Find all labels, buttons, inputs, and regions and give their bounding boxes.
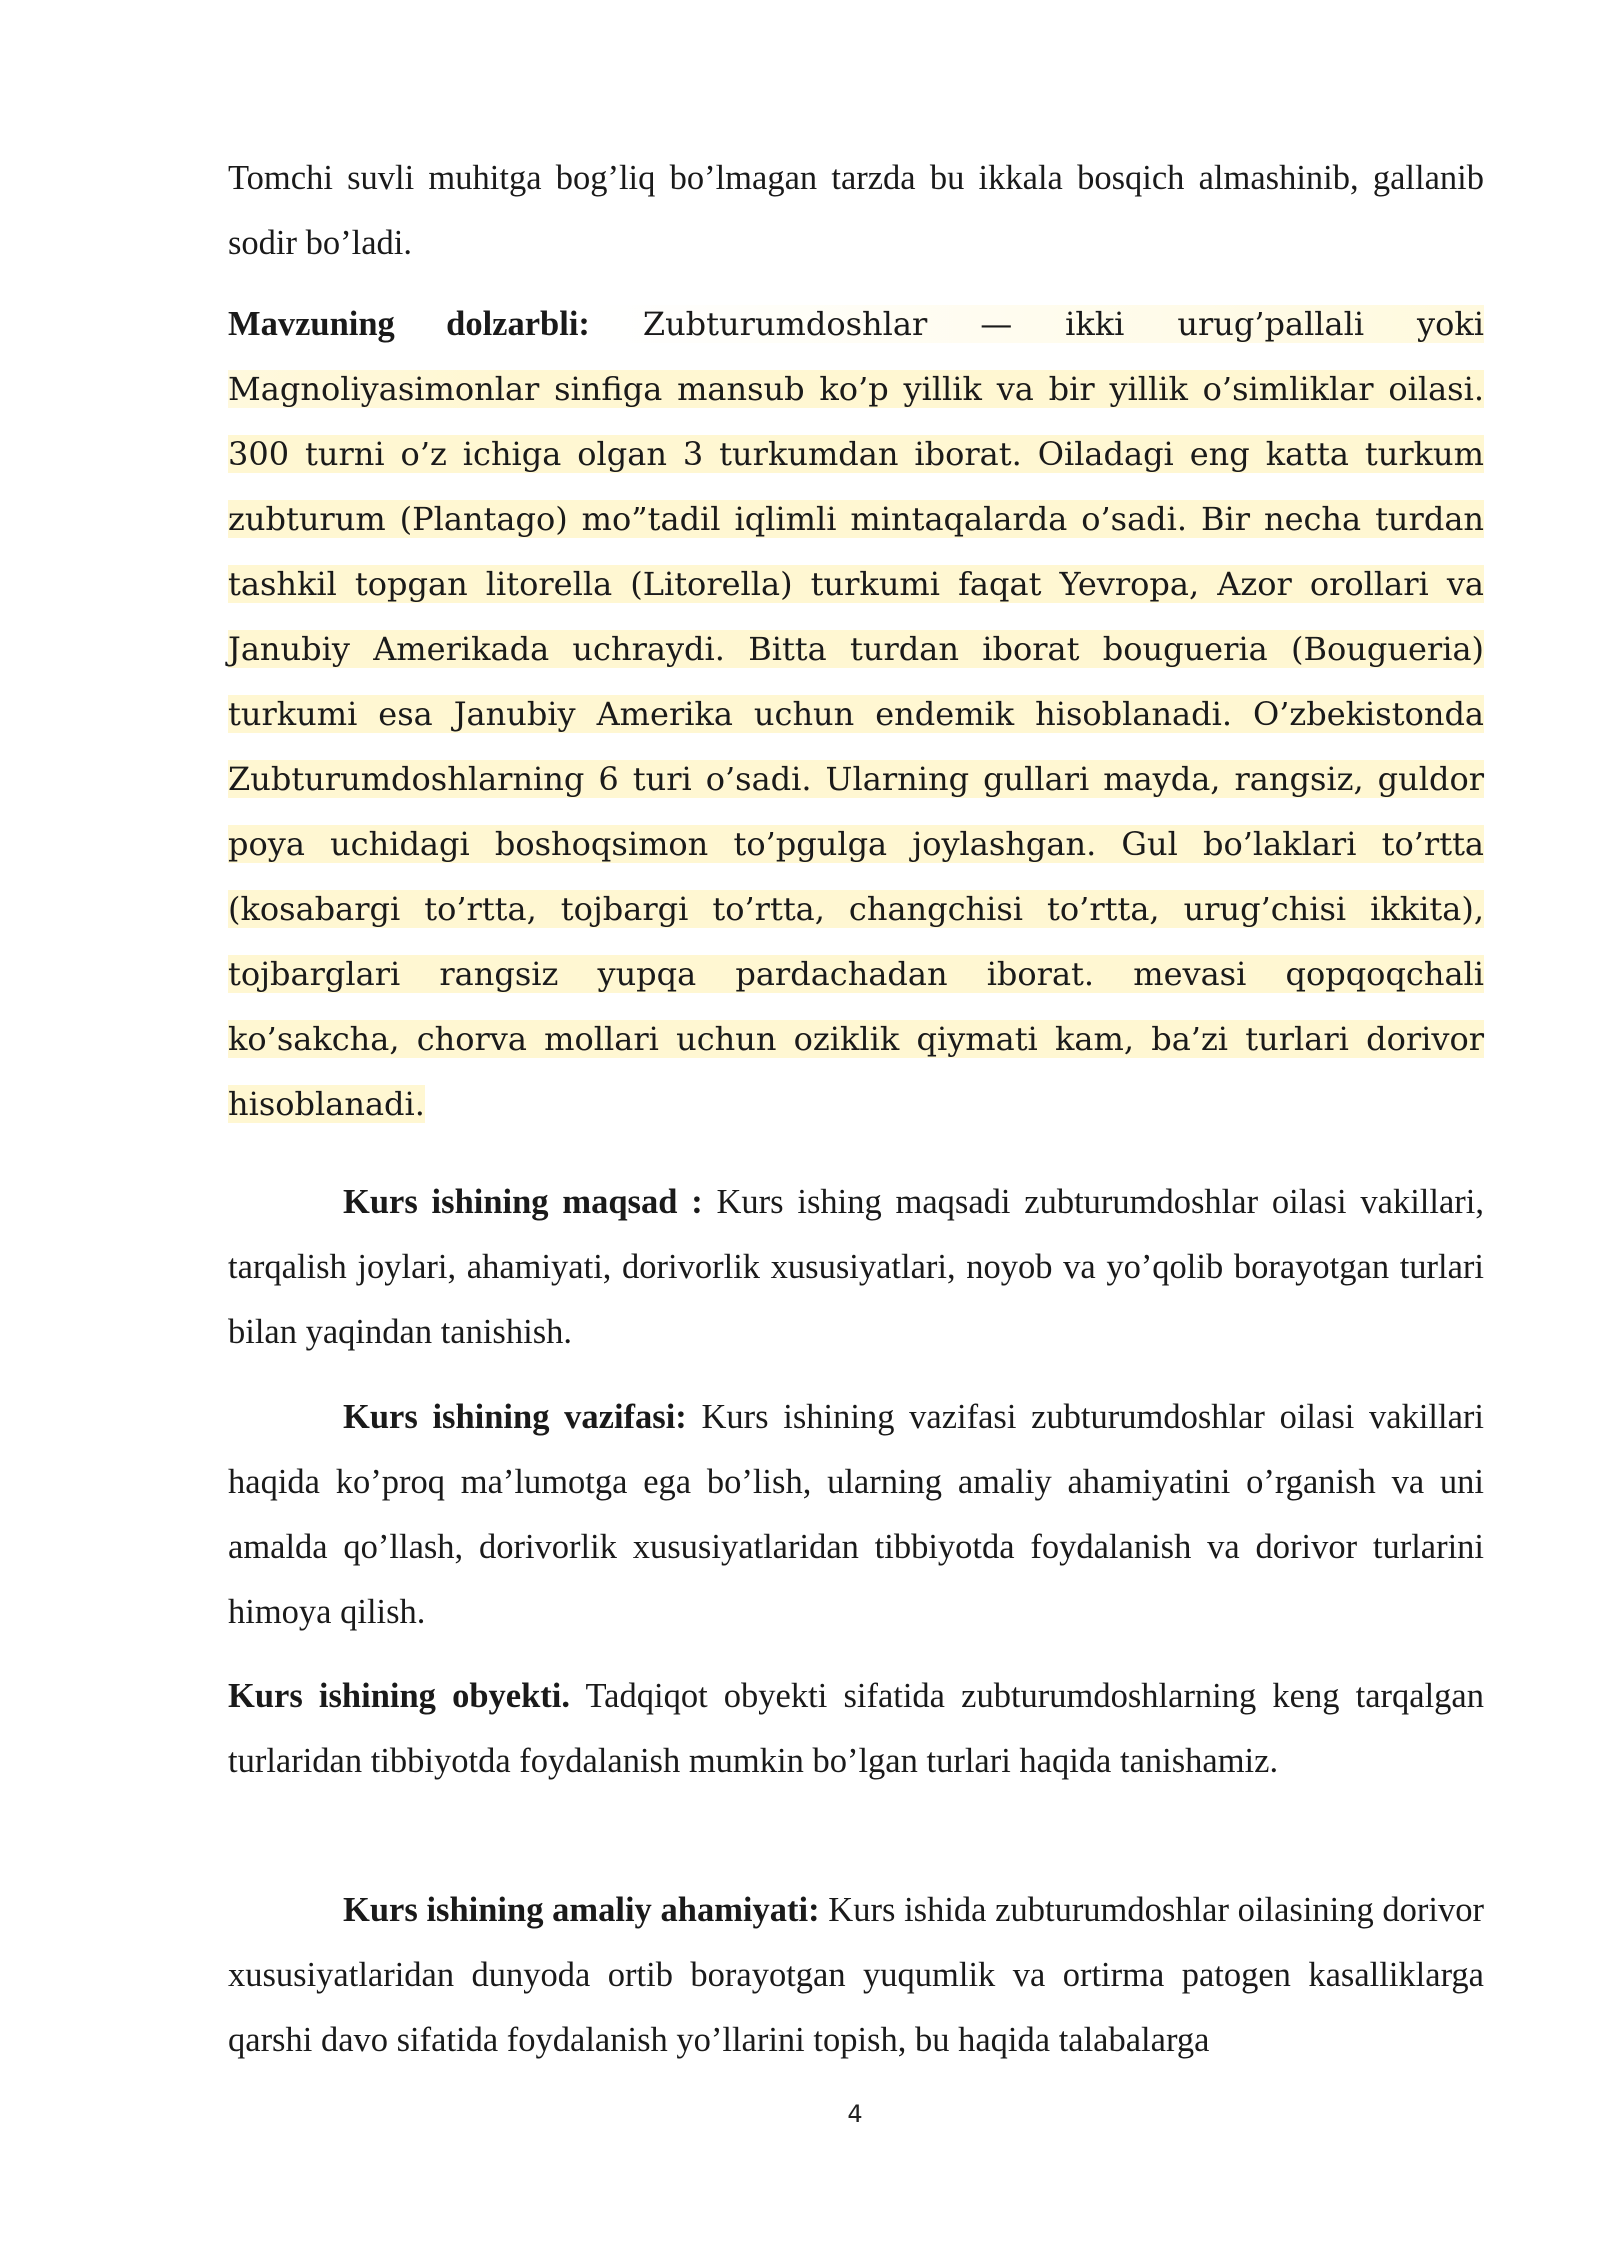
practical-paragraph bbox=[228, 1878, 1484, 2073]
page-number: 4 bbox=[847, 2100, 863, 2128]
object-text: Tadqiqot obyekti sifatida zubturumdoshlarning keng tarqalgan turlaridan tibbiyotda foydalanish mumkin bo’lgan turlari haqida tanishamiz. bbox=[228, 1677, 1484, 1780]
object-paragraph bbox=[228, 1664, 1484, 1794]
intro-text: Tomchi suvli muhitga bog’liq bo’lmagan tarzda bu ikkala bosqich almashinib, gallanib sodir bo’ladi. bbox=[228, 159, 1484, 262]
goal-text: Kurs ishing maqsadi zubturumdoshlar oilasi vakillari, tarqalish joylari, ahamiyati, dorivorlik xususiyatlari, noyob va yo’qolib borayotgan turlari bilan yaqindan tanishish. bbox=[228, 1183, 1484, 1351]
relevance-paragraph bbox=[228, 292, 1484, 1137]
relevance-text: Zubturumdoshlar — ikki urug’pallali yoki Magnoliyasimonlar sinfiga mansub ko’p yillik va bir yillik o’simliklar oilasi. 300 turni o’z ichiga olgan 3 turkumdan iborat. Oiladagi eng katta turkum zubturum (Plantago) mo”tadil iqlimli mintaqalarda o’sadi. Bir necha turdan tashkil topgan litorella (Litorella) turkumi faqat Yevropa, Azor orollari va Janubiy Amerikada uchraydi. Bitta turdan iborat bougueria (Bougueria) turkumi esa Janubiy Amerika uchun endemik hisoblanadi. O’zbekistonda Zubturumdoshlarning 6 turi o’sadi. Ularning gullari mayda, rangsiz, guldor poya uchidagi boshoqsimon to’pgulga joylashgan. Gul bo’laklari to’rtta (kosabargi to’rtta, tojbargi to’rtta, changchisi to’rtta, urug’chisi ikkita), tojbarglari rangsiz yupqa pardachadan iborat. mevasi qopqoqchali ko’sakcha, chorva mollari uchun oziklik qiymati kam, ba’zi turlari dorivor hisoblanadi. bbox=[228, 305, 1484, 1123]
intro-paragraph bbox=[228, 146, 1484, 276]
task-text: Kurs ishining vazifasi zubturumdoshlar oilasi vakillari haqida ko’proq ma’lumotga ega bo’lish, ularning amaliy ahamiyatini o’rganish va uni amalda qo’llash, dorivorlik xususiyatlaridan tibbiyotda foydalanish va dorivor turlarini himoya qilish. bbox=[228, 1398, 1484, 1631]
task-paragraph bbox=[228, 1385, 1484, 1645]
task-heading: Kurs ishining vazifasi: bbox=[343, 1398, 687, 1436]
goal-heading: Kurs ishining maqsad : bbox=[343, 1183, 703, 1221]
object-heading: Kurs ishining obyekti. bbox=[228, 1677, 570, 1715]
practical-text: Kurs ishida zubturumdoshlar oilasining dorivor xususiyatlaridan dunyoda ortib borayotgan yuqumlik va ortirma patogen kasalliklarga qarshi davo sifatida foydalanish yo’llarini topish, bu haqida talabalarga bbox=[228, 1891, 1484, 2059]
practical-heading: Kurs ishining amaliy ahamiyati: bbox=[343, 1891, 820, 1929]
goal-paragraph bbox=[228, 1170, 1484, 1365]
relevance-heading: Mavzuning dolzarbli: bbox=[228, 305, 590, 343]
